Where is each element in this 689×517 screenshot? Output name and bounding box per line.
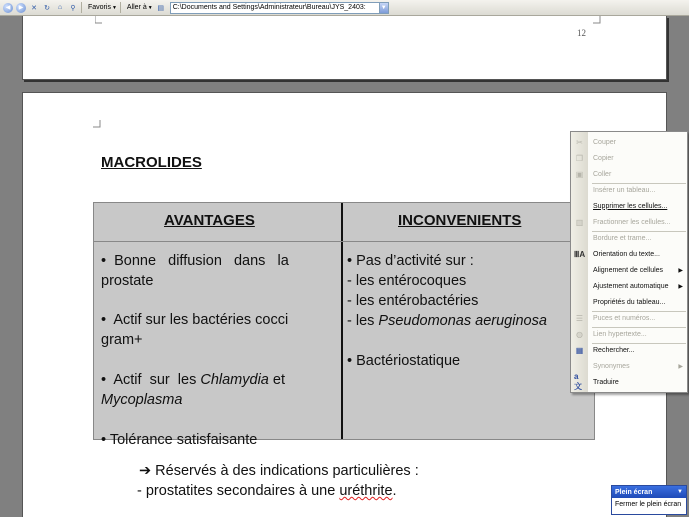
menu-item-label: Orientation du texte...: [593, 250, 660, 258]
fullscreen-toolbar-title[interactable]: [612, 486, 686, 498]
menu-item-autofit[interactable]: [571, 278, 687, 294]
chevron-down-icon: ▼: [111, 4, 117, 11]
note-line: [137, 481, 419, 501]
stop-icon[interactable]: ✕: [31, 4, 37, 12]
address-dropdown-icon[interactable]: ▼: [380, 2, 389, 14]
page-title: MACROLIDES: [101, 154, 202, 171]
hyperlink-icon: ◍: [576, 329, 583, 339]
advantage-item-cont: prostate: [101, 273, 154, 289]
toolbar-separator: [81, 2, 82, 13]
address-input[interactable]: C:\Documents and Settings\Administrateur\Bureau\JYS_2403:: [170, 2, 380, 14]
drawback-item: • Bactériostatique: [347, 353, 461, 369]
menu-item-label: Insérer un tableau...: [593, 186, 656, 194]
menu-item-cut[interactable]: [571, 134, 687, 150]
forward-icon[interactable]: ▶: [16, 3, 26, 13]
menu-item-translate[interactable]: [571, 374, 687, 390]
margin-corner-mark: [93, 120, 101, 128]
close-fullscreen-button[interactable]: Fermer le plein écran: [615, 501, 682, 508]
header-drawbacks: INCONVENIENTS: [398, 212, 522, 229]
drawback-text-italic: Pseudomonas aeruginosa: [378, 313, 547, 329]
menu-item-label: Coller: [593, 170, 612, 178]
drawback-item: - les entérobactéries: [347, 293, 479, 309]
menu-item-label: Ajustement automatique: [593, 282, 669, 290]
advantage-item-cont: gram+: [101, 332, 143, 348]
favorites-label: Favoris: [88, 4, 111, 11]
menu-item-cell-alignment[interactable]: [571, 262, 687, 278]
chevron-down-icon[interactable]: ▼: [677, 489, 683, 495]
column-divider: [341, 203, 343, 439]
clipboard-icon: ▣: [575, 169, 584, 179]
refresh-icon[interactable]: ↻: [44, 4, 50, 12]
advantage-text-italic: Chlamydia: [200, 372, 269, 388]
advantage-item: • Tolérance satisfaisante: [101, 432, 258, 448]
menu-item-hyperlink[interactable]: [571, 326, 687, 342]
menu-item-label: Puces et numéros...: [593, 314, 656, 322]
advantage-text: • Actif sur les: [101, 372, 201, 388]
scissors-icon: ✂: [576, 137, 583, 147]
browser-toolbar: [0, 0, 689, 16]
advantage-item: [101, 370, 285, 390]
drawback-item: [347, 311, 594, 331]
advantage-item: • Bonne diffusion dans la: [101, 253, 289, 269]
advantage-text: et: [268, 372, 285, 388]
row-divider: [94, 241, 594, 242]
submenu-arrow-icon: ▶: [678, 363, 683, 370]
menu-item-search[interactable]: [571, 342, 687, 358]
goto-button[interactable]: [127, 4, 153, 11]
bullets-icon: ☰: [575, 313, 584, 323]
menu-item-label: Supprimer les cellules...: [593, 202, 668, 210]
translate-icon: a文: [574, 372, 582, 391]
note-text: - prostatites secondaires à une: [137, 483, 340, 499]
note-line: ➔ Réservés à des indications particulières :: [139, 463, 419, 479]
advantage-item-cont: [101, 390, 182, 410]
search-icon[interactable]: ⚲: [70, 4, 76, 12]
menu-item-insert-table[interactable]: [571, 182, 687, 198]
note-text: .: [392, 483, 397, 499]
menu-item-paste[interactable]: [571, 166, 687, 182]
menu-item-bullets[interactable]: [571, 310, 687, 326]
menu-item-text-orientation[interactable]: [571, 246, 687, 262]
goto-label: Aller à: [126, 4, 147, 11]
advantage-text-italic: Mycoplasma: [101, 392, 183, 408]
back-icon[interactable]: ◀: [3, 3, 13, 13]
copy-icon: ❐: [575, 153, 584, 163]
menu-item-label: Synonymes: [593, 362, 630, 370]
menu-item-label: Alignement de cellules: [593, 266, 664, 274]
drawback-item: • Pas d’activité sur :: [347, 253, 474, 269]
margin-corner-mark: [95, 16, 103, 24]
submenu-arrow-icon: ▶: [678, 283, 683, 290]
drawback-text: - les: [347, 313, 379, 329]
previous-page: [22, 16, 667, 80]
research-icon: ▦: [575, 345, 584, 355]
fullscreen-toolbar: [611, 485, 687, 515]
drawback-item: - les entérocoques: [347, 273, 467, 289]
text-orientation-icon: ⅢA: [573, 249, 586, 259]
context-menu: [570, 131, 688, 393]
menu-item-label: Couper: [593, 138, 616, 146]
menu-item-copy[interactable]: [571, 150, 687, 166]
comparison-table[interactable]: [93, 202, 595, 448]
note-block: [139, 461, 419, 501]
toolbar-separator: [120, 2, 121, 13]
margin-corner-mark: [593, 16, 601, 24]
menu-item-label: Lien hypertexte...: [593, 330, 647, 338]
home-icon[interactable]: ⌂: [57, 4, 63, 11]
menu-item-split-cells[interactable]: [571, 214, 687, 230]
menu-item-label: Rechercher...: [593, 346, 635, 354]
menu-item-label: Bordure et trame...: [593, 234, 652, 242]
page-number: 12: [577, 28, 586, 38]
page-icon[interactable]: ▤: [157, 4, 165, 12]
advantage-item: • Actif sur les bactéries cocci: [101, 312, 289, 328]
split-cells-icon: ▥: [575, 217, 584, 227]
menu-item-table-properties[interactable]: [571, 294, 687, 310]
menu-item-label: Copier: [593, 154, 614, 162]
menu-item-label: Traduire: [593, 378, 619, 386]
submenu-arrow-icon: ▶: [678, 267, 683, 274]
menu-item-delete-cells[interactable]: [571, 198, 687, 214]
chevron-down-icon: ▼: [147, 4, 153, 11]
menu-item-borders[interactable]: [571, 230, 687, 246]
menu-item-synonyms[interactable]: [571, 358, 687, 374]
header-advantages: AVANTAGES: [164, 212, 255, 229]
favorites-button[interactable]: [88, 4, 117, 11]
menu-item-label: Fractionner les cellules...: [593, 218, 671, 226]
fullscreen-title-label: Plein écran: [615, 488, 653, 496]
menu-item-label: Propriétés du tableau...: [593, 298, 666, 306]
spelling-error-word[interactable]: uréthrite: [339, 483, 393, 499]
